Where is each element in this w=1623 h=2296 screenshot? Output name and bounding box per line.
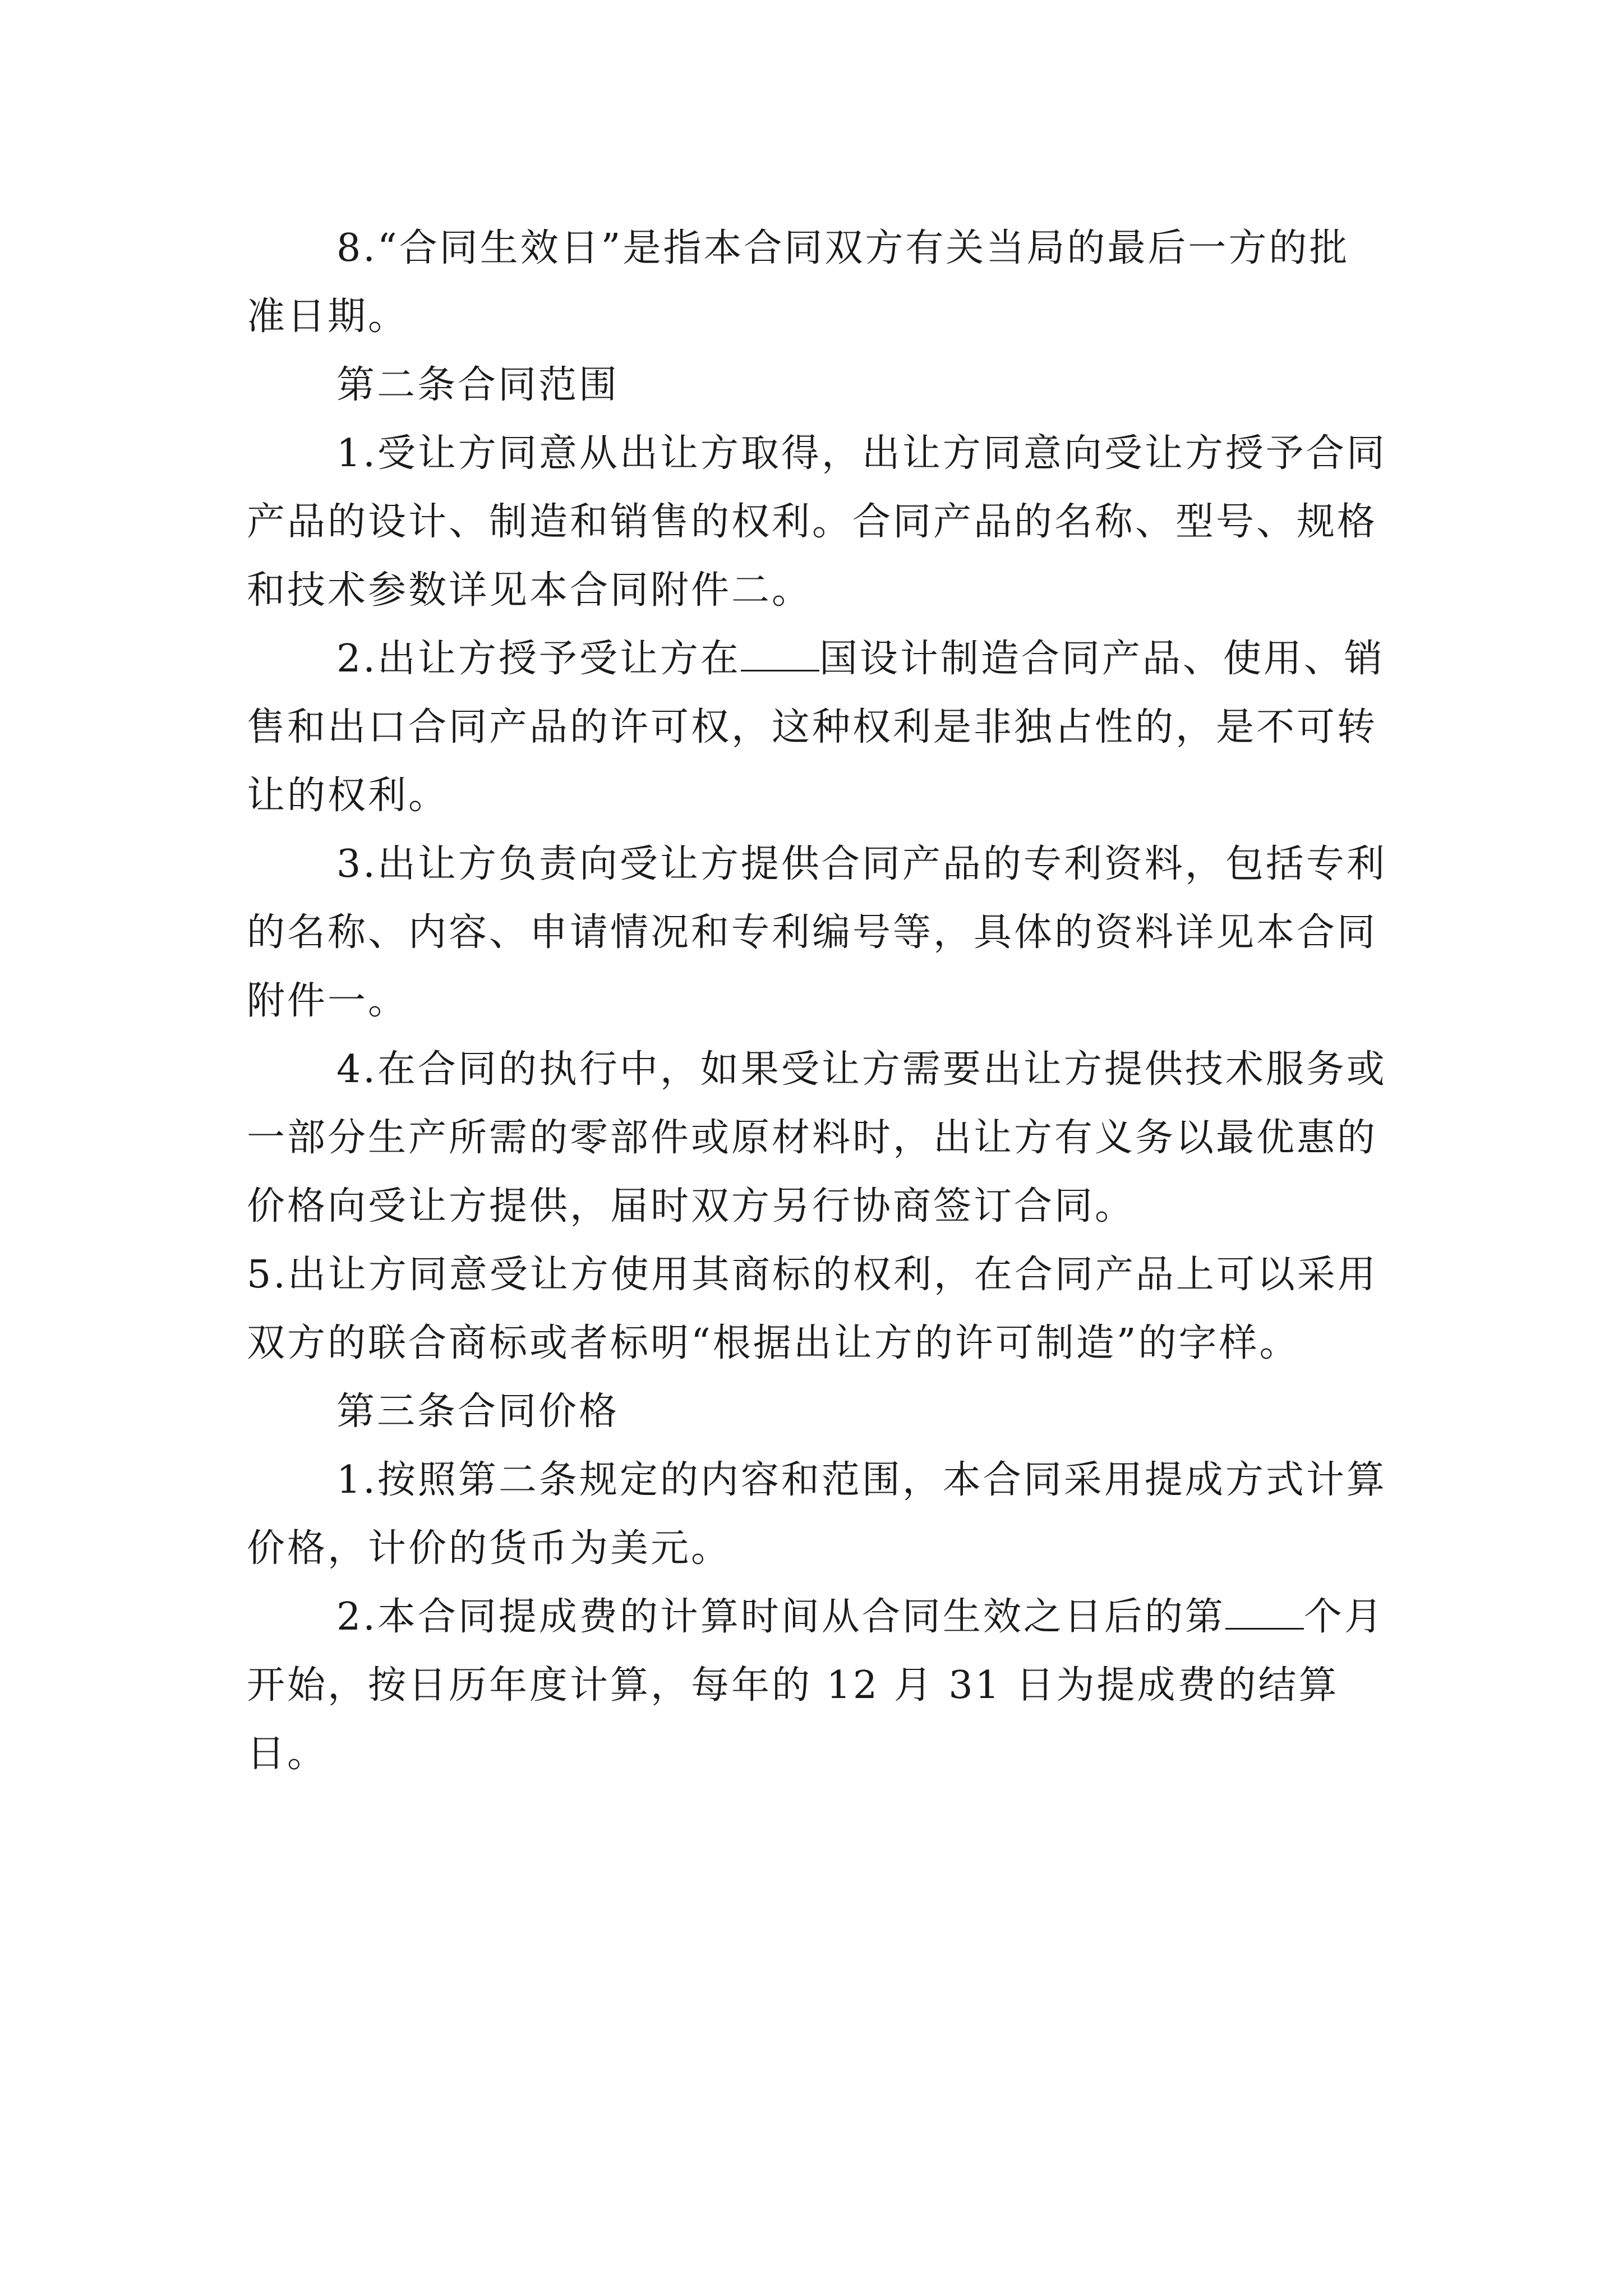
paragraph-text-after-blank: 国设计制造合同产品、使用、销售和出口合同产品的许可权，这种权利是非独占性的，是不可转让的权利。 bbox=[247, 637, 1385, 818]
paragraph-text: 8.“合同生效日”是指本合同双方有关当局的最后一方的批准日期。 bbox=[247, 226, 1350, 339]
heading-article-2-scope bbox=[247, 351, 1388, 420]
paragraph-text-before-blank: 2.出让方授予受让方在 bbox=[336, 637, 741, 681]
paragraph-effective-date-definition bbox=[247, 214, 1388, 351]
paragraph-text-before-blank: 2.本合同提成费的计算时间从合同生效之日后的第 bbox=[336, 1595, 1225, 1639]
heading-text: 第二条合同范围 bbox=[336, 363, 620, 407]
paragraph-scope-5 bbox=[247, 1241, 1388, 1378]
paragraph-text: 5.出让方同意受让方使用其商标的权利，在合同产品上可以采用双方的联合商标或者标明“根据出让方的许可制造”的字样。 bbox=[247, 1253, 1378, 1365]
paragraph-price-2 bbox=[247, 1583, 1388, 1788]
document-body bbox=[247, 214, 1388, 1788]
paragraph-text: 4.在合同的执行中，如果受让方需要出让方提供技术服务或一部分生产所需的零部件或原材料时，出让方有义务以最优惠的价格向受让方提供，届时双方另行协商签订合同。 bbox=[247, 1047, 1387, 1228]
paragraph-text: 1.按照第二条规定的内容和范围，本合同采用提成方式计算价格，计价的货币为美元。 bbox=[247, 1458, 1387, 1571]
paragraph-scope-3 bbox=[247, 830, 1388, 1036]
paragraph-price-1 bbox=[247, 1446, 1388, 1583]
paragraph-text: 1.受让方同意从出让方取得，出让方同意向受让方授予合同产品的设计、制造和销售的权利。合同产品的名称、型号、规格和技术参数详见本合同附件二。 bbox=[247, 431, 1387, 613]
heading-text: 第三条合同价格 bbox=[336, 1389, 620, 1434]
fill-in-blank-country bbox=[741, 636, 819, 671]
heading-article-3-price bbox=[247, 1378, 1388, 1446]
paragraph-text: 3.出让方负责向受让方提供合同产品的专利资料，包括专利的名称、内容、申请情况和专利编号等，具体的资料详见本合同附件一。 bbox=[247, 842, 1387, 1023]
paragraph-text-after-blank: 个月开始，按日历年度计算，每年的 12 月 31 日为提成费的结算日。 bbox=[247, 1595, 1385, 1776]
fill-in-blank-month bbox=[1225, 1594, 1304, 1630]
paragraph-scope-2 bbox=[247, 625, 1388, 830]
paragraph-scope-1 bbox=[247, 420, 1388, 625]
paragraph-scope-4 bbox=[247, 1036, 1388, 1241]
